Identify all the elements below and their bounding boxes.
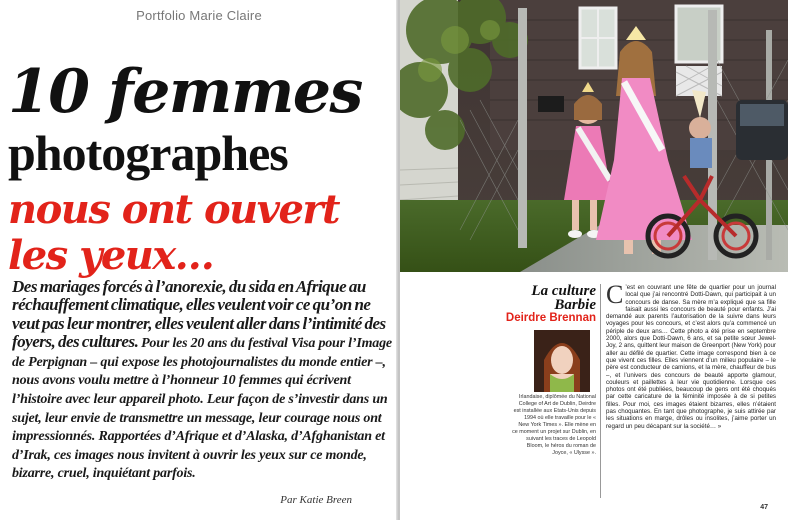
page-number: 47 (760, 504, 768, 511)
photographer-name: Deirdre Brennan (505, 312, 596, 324)
culture-heading-line-1: La culture (531, 283, 596, 299)
standfirst (12, 278, 392, 482)
title-line-2: photographes (8, 125, 288, 181)
article-body (606, 280, 776, 430)
photographer-portrait (534, 330, 590, 392)
title-line-1: 10 femmes (8, 57, 362, 127)
right-page (400, 0, 788, 520)
byline: Par Katie Breen (280, 494, 352, 506)
column-rule (600, 284, 601, 498)
title-line-3: nous ont ouvert (8, 186, 339, 233)
beauty-pageant-girls-photo (400, 0, 788, 272)
drop-cap: C (606, 280, 624, 309)
standfirst-lead: Des mariages forcés à l’anorexie, du sida en Afrique au réchauffement climatique, elles veulent voir ce qu’on ne veut pas leur montrer, elles veulent aller dans l’intimité des foyers, des cultures. (12, 277, 386, 352)
culture-heading-line-2: Barbie (554, 297, 596, 313)
article-text: ’est en couvrant une fête de quartier pour un journal local que j’ai rencontré Dotti-Dawn, qui participait à un concours de danse. Sa mère m’a expliqué que sa fille faisait aussi les concours de beauté pour enfants. J’ai demandé aux parents l’autorisation de la suivre dans leurs voyages pour les concours, et c’est alors qu’a commencé un périple de deux ans… Cette photo a été prise en septembre 2000, alors que Dotti-Dawn, 6 ans, et sa petite sœur Jewel-Joy, 2 ans, quittent leur maison de Greenport (New York) pour aller au défilé de quartier. Cette image correspond bien à ce que vivent ces filles. Elles viennent d’un milieu populaire – le père est conducteur de camions, et la mère, chauffeur de bus –, et l’univers des concours de beauté apporte glamour, couleurs et paillettes à leur vie quotidienne. Lorsque ces photos ont été publiées, beaucoup de gens ont été choqués par cette caricature de la féminité imposée à de si petites filles. Pour moi, ces images étaient bizarres, elles n’étaient pas choquantes. En tant que photographe, je suis attirée par les situations en marge, drôles ou insolites, j’aime porter un regard un peu décapant sur la société… » (606, 284, 776, 430)
photographer-bio: Irlandaise, diplômée du National College of Art de Dublin, Deirdre est installée aux Etats-Unis depuis 1994 où elle travaille pour le « New York Times ». Elle mène en ce moment un projet sur Dublin, en suivant les traces de Leopold Bloom, le héros du roman de Joyce, « Ulysse ». (512, 394, 596, 456)
title-line-4: les yeux… (8, 232, 214, 279)
standfirst-rest: Pour les 20 ans du festival Visa pour l’Image de Perpignan – qui expose les photojournalistes du monde entier –, nous avons voulu mettre à l’honneur 10 femmes qui écrivent l’histoire avec leur appareil photo. Leur façon de s’investir dans un sujet, leur envie de transmettre un message, leur courage nous ont impressionnés. Rapportées d’Afrique et d’Alaska, d’Afghanistan et d’Irak, ces images nous invitent à ouvrir les yeux sur ce monde, bizarre, cruel, inquiétant parfois. (12, 336, 392, 482)
section-header: Portfolio Marie Claire (136, 8, 262, 23)
